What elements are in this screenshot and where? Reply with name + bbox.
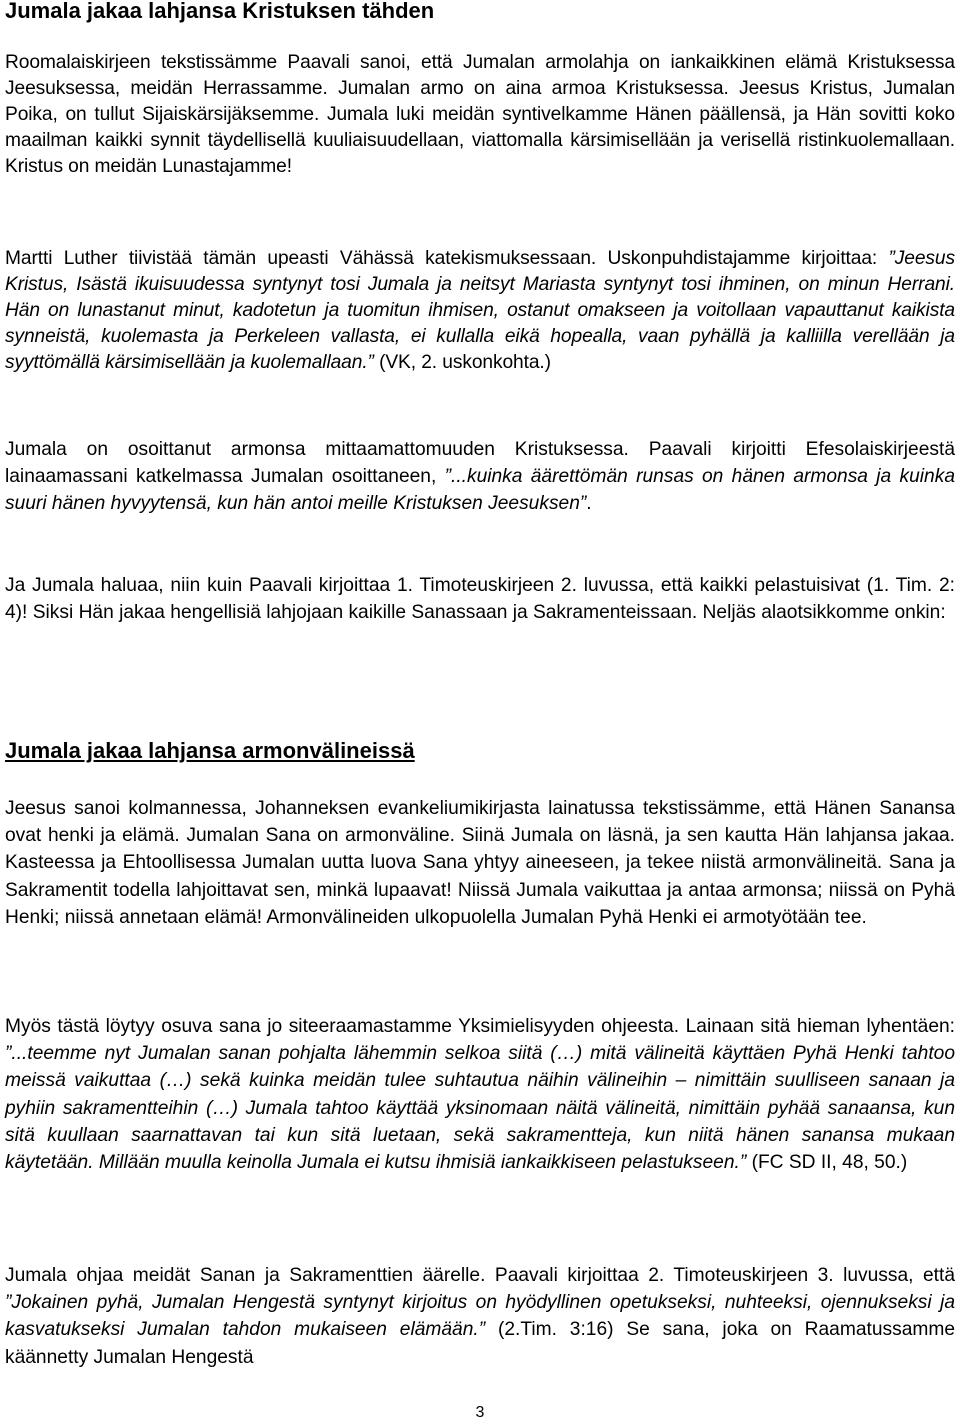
section-title-means-of-grace: Jumala jakaa lahjansa armonvälineissä xyxy=(5,738,415,763)
timothy-quote: ”Jokainen pyhä, Jumalan Hengestä syntynyt kirjoitus on hyödyllinen opetukseksi, nuhteeksi, ojennukseksi ja kasvatukseksi Jumalan tahdon mukaiseen elämään.” xyxy=(5,1292,955,1341)
paragraph-intro: Jumala on osoittanut armonsa mittaamattomuuden Kristuksessa. Paavali kirjoitti Efesolaiskirjeestä lainaamassani katkelmassa Jumalan osoittaneen, xyxy=(5,439,955,488)
paragraph-timothy-salvation: Ja Jumala haluaa, niin kuin Paavali kirjoittaa 1. Timoteuskirjeen 2. luvussa, että kaikki pelastuisivat (1. Tim. 2: 4)! Siksi Hän jakaa hengellisiä lahjojaan kaikille Sanassaan ja Sakramenteissaan. Neljäs alaotsikkomme onkin: xyxy=(5,575,955,624)
paragraph-intro: Jumala ohjaa meidät Sanan ja Sakramenttien äärelle. Paavali kirjoittaa 2. Timoteuskirjeen 3. luvussa, että xyxy=(5,1265,955,1286)
paragraph-ephesians xyxy=(5,436,955,518)
paragraph-2-timothy xyxy=(5,1262,955,1371)
concord-quote: ”...teemme nyt Jumalan sanan pohjalta lähemmin selkoa siitä (…) mitä välineitä käyttäen Pyhä Henki tahtoo meissä vaikuttaa (…) sekä kuinka meidän tulee suhtautua näihin välineihin – nimittäin suulliseen sanaan ja pyhiin sakramentteihin (…) Jumala tahtoo käyttää yksinomaan näitä välineitä, nimittäin pyhää sanaansa, kun sitä kuullaan saarnattavan tai kun sitä luetaan, sekä sakramentteja, kun niitä hänen sanansa mukaan käytetään. Millään muulla keinolla Jumala ei kutsu ihmisiä iankaikkiseen pelastukseen.” xyxy=(5,1043,955,1174)
paragraph-formula-of-concord xyxy=(5,1013,955,1176)
paragraph-romans: Roomalaiskirjeen tekstissämme Paavali sanoi, että Jumalan armolahja on iankaikkinen elämä Kristuksessa Jeesuksessa, meidän Herrassamme. Jumalan armo on aina armoa Kristuksessa. Jeesus Kristus, Jumalan Poika, on tullut Sijaiskärsijäksemme. Jumala luki meidän syntivelkamme Hänen päällensä, ja Hän sovitti koko maailman kaikki synnit täydellisellä kuuliaisuudellaan, viattomalla kärsimisellään ja verisellä ristinkuolemallaan. Kristus on meidän Lunastajamme! xyxy=(5,52,955,177)
quote-reference: (VK, 2. uskonkohta.) xyxy=(373,352,551,373)
paragraph-intro: Myös tästä löytyy osuva sana jo siteeraamastamme Yksimielisyyden ohjeesta. Lainaan sitä hieman lyhentäen: xyxy=(5,1016,955,1037)
paragraph-intro: Martti Luther tiivistää tämän upeasti Vähässä katekismuksessaan. Uskonpuhdistajamme kirjoittaa: xyxy=(5,248,889,269)
paragraph-luther-catechism xyxy=(5,246,955,376)
paragraph-end: . xyxy=(586,493,592,515)
quote-reference: (2.Tim. 3:16) Se sana, joka on Raamatussamme käännetty Jumalan Hengestä xyxy=(5,1319,956,1368)
section-title-gifts-through-christ: Jumala jakaa lahjansa Kristuksen tähden xyxy=(5,0,435,23)
ephesians-quote: ”...kuinka äärettömän runsas on hänen armonsa ja kuinka suuri hänen hyvyytensä, kun hän antoi meille Kristuksen Jeesuksen” xyxy=(5,466,955,515)
page-number: 3 xyxy=(475,1404,485,1421)
paragraph-means-of-grace: Jeesus sanoi kolmannessa, Johanneksen evankeliumikirjasta lainatussa tekstissämme, että Hänen Sanansa ovat henki ja elämä. Jumalan Sana on armonväline. Siinä Jumala on läsnä, ja sen kautta Hän lahjansa jakaa. Kasteessa ja Ehtoollisessa Jumalan uutta luova Sana yhtyy aineeseen, ja tekee niistä armonvälineitä. Sana ja Sakramentit todella lahjoittavat sen, minkä lupaavat! Niissä Jumala vaikuttaa ja antaa armonsa; niissä on Pyhä Henki; niissä annetaan elämä! Armonvälineiden ulkopuolella Jumalan Pyhä Henki ei armotyötään tee. xyxy=(5,798,955,928)
quote-reference: (FC SD II, 48, 50.) xyxy=(746,1152,908,1174)
catechism-quote: ”Jeesus Kristus, Isästä ikuisuudessa syntynyt tosi Jumala ja neitsyt Mariasta syntynyt tosi ihminen, on minun Herrani. Hän on lunastanut minut, kadotetun ja tuomitun ihmisen, ostanut omakseen ja voitollaan vapauttanut kaikista synneistä, kuolemasta ja Perkeleen vallasta, ei kullalla eikä hopealla, vaan pyhällä ja kalliilla verellään ja syyttömällä kärsimisellään ja kuolemallaan.” xyxy=(5,248,955,373)
